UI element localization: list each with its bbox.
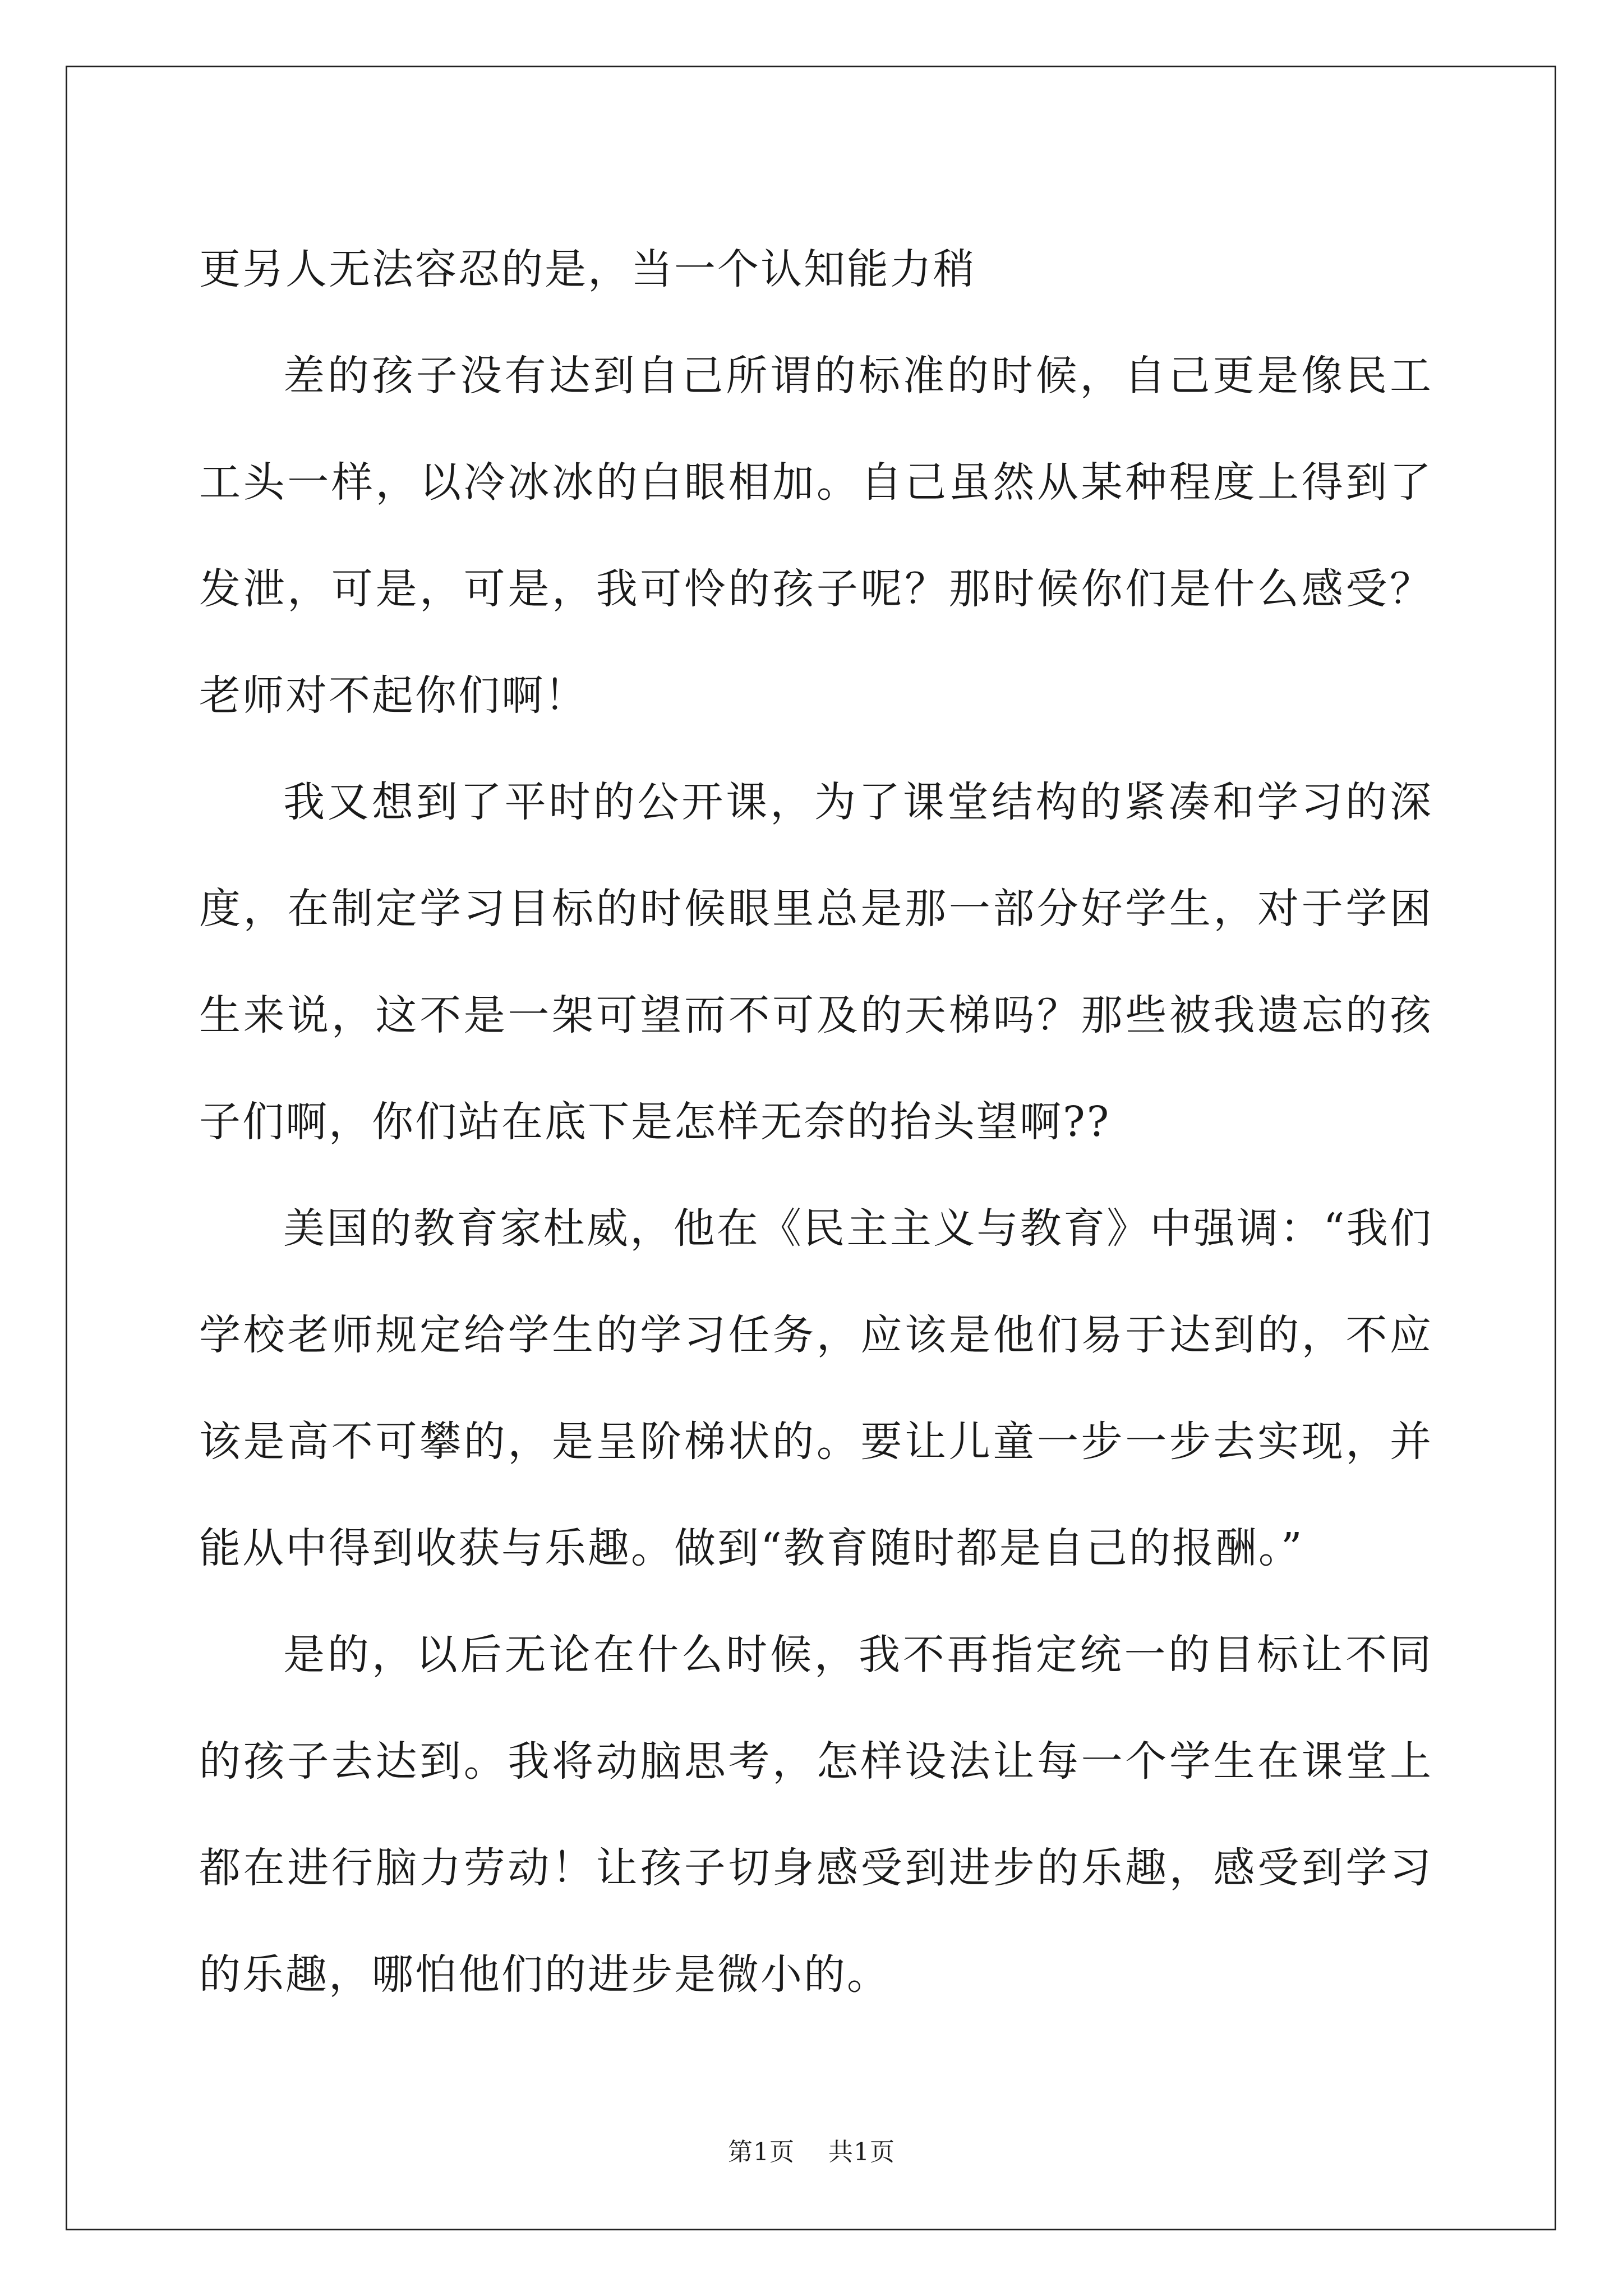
paragraph-5: 是的，以后无论在什么时候，我不再指定统一的目标让不同的孩子去达到。我将动脑思考，怎样设法让每一个学生在课堂上都在进行脑力劳动！让孩子切身感受到进步的乐趣，感受到学习的乐趣，哪怕他们的进步是微小的。 — [199, 1631, 1433, 1999]
paragraph-4: 美国的教育家杜威，他在《民主主义与教育》中强调：“我们学校老师规定给学生的学习任务，应该是他们易于达到的，不应该是高不可攀的，是呈阶梯状的。要让儿童一步一步去实现，并能从中得到收获与乐趣。做到“教育随时都是自己的报酬。” — [199, 1204, 1433, 1572]
paragraph-1: 更另人无法容忍的是，当一个认知能力稍 — [199, 245, 976, 293]
document-body — [199, 216, 1433, 2028]
paragraph-3: 我又想到了平时的公开课，为了课堂结构的紧凑和学习的深度，在制定学习目标的时候眼里总是那一部分好学生，对于学困生来说，这不是一架可望而不可及的天梯吗？那些被我遗忘的孩子们啊，你们站在底下是怎样无奈的抬头望啊?? — [199, 778, 1433, 1146]
page-footer — [0, 2132, 1623, 2168]
page-number: 第1页 — [728, 2138, 795, 2166]
page-total: 共1页 — [828, 2138, 895, 2166]
paragraph-2: 差的孩子没有达到自己所谓的标准的时候，自己更是像民工工头一样，以冷冰冰的白眼相加。自己虽然从某种程度上得到了发泄，可是，可是，我可怜的孩子呢？那时候你们是什么感受？老师对不起你们啊！ — [199, 352, 1433, 720]
